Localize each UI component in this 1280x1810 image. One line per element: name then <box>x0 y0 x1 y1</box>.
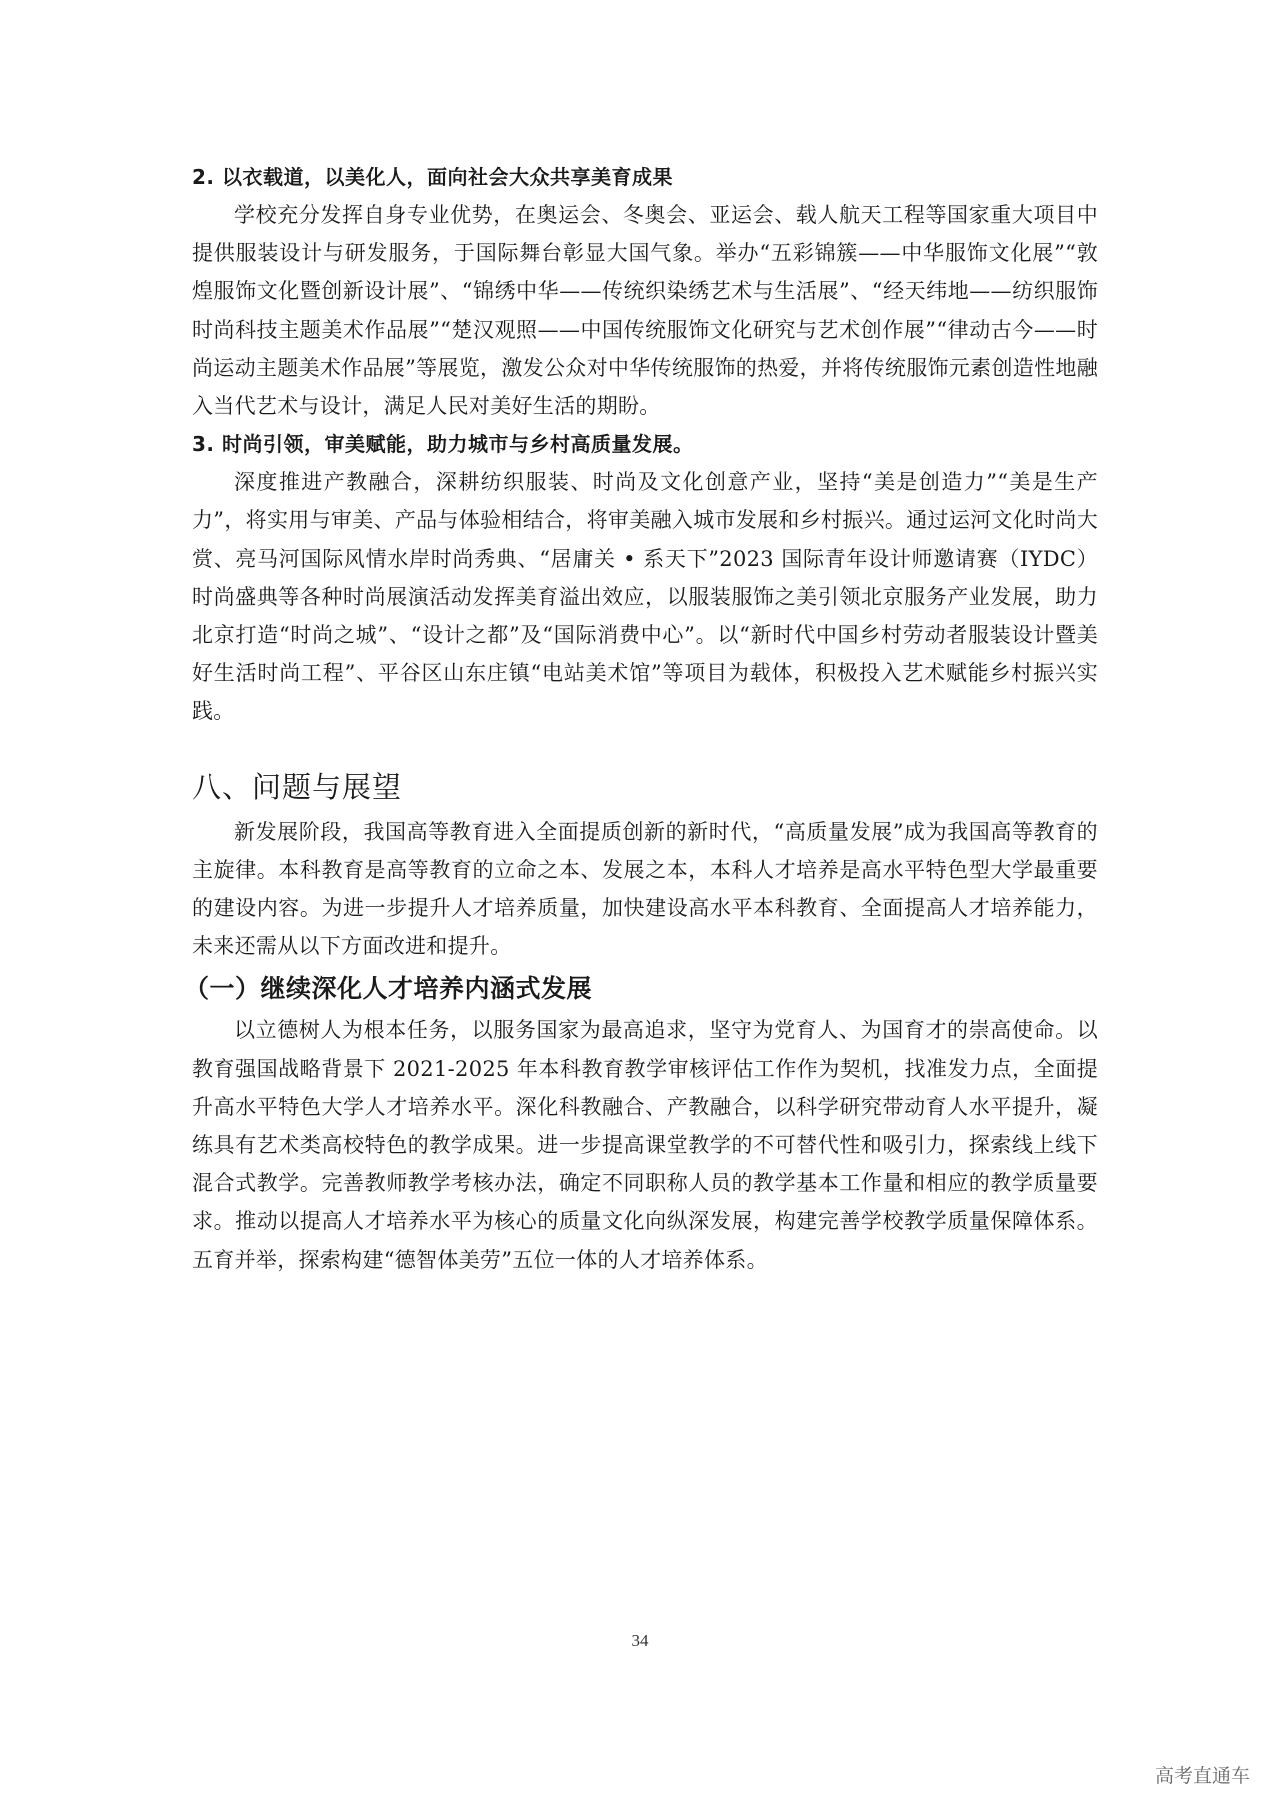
page-number: 34 <box>631 1631 649 1650</box>
chapter-title: 八、问题与展望 <box>192 769 403 804</box>
sub-heading-2: 2. 以衣载道，以美化人，面向社会大众共享美育成果 <box>192 165 673 189</box>
paragraph-3: 深度推进产教融合，深耕纺织服装、时尚及文化创意产业，坚持“美是创造力”“美是生产力”，将实用与审美、产品与体验相结合，将审美融入城市发展和乡村振兴。通过运河文化时尚大赏、亮马河国际风情水岸时尚秀典、“居庸关 • 系天下”2023 国际青年设计师邀请赛（IYDC）时尚盛典等各种时尚展演活动发挥美育溢出效应，以服装服饰之美引领北京服务产业发展，助力北京打造“时尚之城”、“设计之都”及“国际消费中心”。以“新时代中国乡村劳动者服装设计暨美好生活时尚工程”、平谷区山东庄镇“电站美术馆”等项目为载体，积极投入艺术赋能乡村振兴实践。 <box>192 470 1098 724</box>
subsection-paragraph: 以立德树人为根本任务，以服务国家为最高追求，坚守为党育人、为国育才的崇高使命。以教育强国战略背景下 2021-2025 年本科教育教学审核评估工作作为契机，找准发力点，全面提升高水平特色大学人才培养水平。深化科教融合、产教融合，以科学研究带动育人水平提升，凝练具有艺术类高校特色的教学成果。进一步提高课堂教学的不可替代性和吸引力，探索线上线下混合式教学。完善教师教学考核办法，确定不同职称人员的教学基本工作量和相应的教学质量要求。推动以提高人才培养水平为核心的质量文化向纵深发展，构建完善学校教学质量保障体系。五育并举，探索构建“德智体美劳”五位一体的人才培养体系。 <box>192 1018 1098 1272</box>
watermark-text: 高考直通车 <box>1154 1765 1250 1787</box>
chapter-paragraph: 新发展阶段，我国高等教育进入全面提质创新的新时代，“高质量发展”成为我国高等教育的主旋律。本科教育是高等教育的立命之本、发展之本，本科人才培养是高水平特色型大学最重要的建设内容。为进一步提升人才培养质量，加快建设高水平本科教育、全面提高人才培养能力，未来还需从以下方面改进和提升。 <box>192 819 1098 959</box>
document-page <box>184 158 1098 1279</box>
sub-heading-3: 3. 时尚引领，审美赋能，助力城市与乡村高质量发展。 <box>192 432 694 457</box>
paragraph-2: 学校充分发挥自身专业优势，在奥运会、冬奥会、亚运会、载人航天工程等国家重大项目中提供服装设计与研发服务，于国际舞台彰显大国气象。举办“五彩锦簇——中华服饰文化展”“敦煌服饰文化暨创新设计展”、“锦绣中华——传统织染绣艺术与生活展”、“经天纬地——纺织服饰时尚科技主题美术作品展”“楚汉观照——中国传统服饰文化研究与艺术创作展”“律动古今——时尚运动主题美术作品展”等展览，激发公众对中华传统服饰的热爱，并将传统服饰元素创造性地融入当代艺术与设计，满足人民对美好生活的期盼。 <box>192 203 1098 419</box>
subsection-title: （一）继续深化人才培养内涵式发展 <box>184 974 593 1004</box>
